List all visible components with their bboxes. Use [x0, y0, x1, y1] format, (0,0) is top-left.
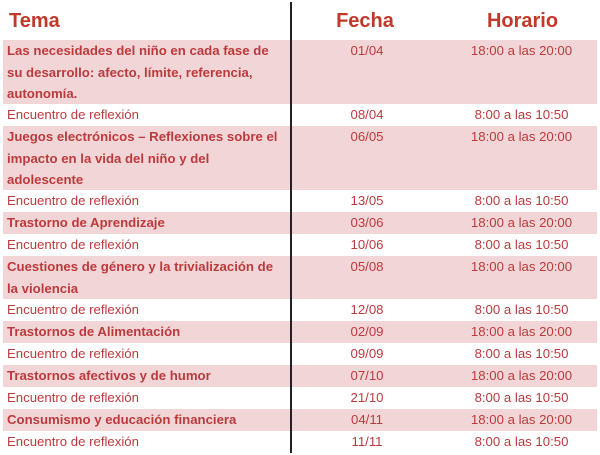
table-row	[3, 126, 597, 190]
tema-cell: Encuentro de reflexión	[7, 302, 139, 317]
fecha-cell: 10/06	[350, 237, 384, 252]
tema-cell: Trastorno de Aprendizaje	[7, 215, 165, 230]
fecha-cell: 05/08	[350, 259, 384, 274]
horario-cell: 18:00 a las 20:00	[470, 259, 573, 274]
fecha-cell: 08/04	[350, 107, 384, 122]
schedule-table	[3, 2, 597, 453]
tema-cell: Trastornos afectivos y de humor	[7, 368, 211, 383]
table-row	[3, 387, 597, 409]
horario-cell: 18:00 a las 20:00	[470, 43, 573, 58]
header-tema: Tema	[9, 10, 60, 32]
tema-cell: Encuentro de reflexión	[7, 193, 139, 208]
fecha-cell: 03/06	[350, 215, 384, 230]
horario-cell: 18:00 a las 20:00	[470, 215, 573, 230]
tema-cell: Encuentro de reflexión	[7, 107, 139, 122]
horario-cell: 18:00 a las 20:00	[470, 368, 573, 383]
table-row	[3, 104, 597, 126]
fecha-cell: 13/05	[350, 193, 384, 208]
horario-cell: 8:00 a las 10:50	[474, 107, 569, 122]
tema-cell: Consumismo y educación financiera	[7, 412, 237, 427]
fecha-cell: 02/09	[350, 324, 384, 339]
table-row	[3, 365, 597, 387]
table-row	[3, 321, 597, 343]
tema-cell: Encuentro de reflexión	[7, 237, 139, 252]
header-fecha: Fecha	[336, 10, 394, 32]
table-header	[3, 2, 597, 40]
fecha-cell: 09/09	[350, 346, 384, 361]
fecha-cell: 06/05	[350, 129, 384, 144]
table-row	[3, 212, 597, 234]
horario-cell: 8:00 a las 10:50	[474, 434, 569, 449]
fecha-cell: 04/11	[350, 412, 384, 427]
horario-cell: 8:00 a las 10:50	[474, 237, 569, 252]
horario-cell: 8:00 a las 10:50	[474, 193, 569, 208]
horario-cell: 18:00 a las 20:00	[470, 324, 573, 339]
fecha-cell: 12/08	[350, 302, 384, 317]
fecha-cell: 21/10	[350, 390, 384, 405]
tema-cell: Juegos electrónicos – Reflexiones sobre el impacto en la vida del niño y del adolescente	[7, 129, 278, 188]
table-row	[3, 256, 597, 299]
tema-cell: Encuentro de reflexión	[7, 434, 139, 449]
tema-cell: Las necesidades del niño en cada fase de su desarrollo: afecto, límite, referencia, autonomía.	[7, 43, 269, 102]
table-row	[3, 40, 597, 104]
fecha-cell: 01/04	[350, 43, 384, 58]
horario-cell: 18:00 a las 20:00	[470, 129, 573, 144]
table-row	[3, 299, 597, 321]
table-row	[3, 431, 597, 453]
tema-cell: Encuentro de reflexión	[7, 390, 139, 405]
tema-cell: Encuentro de reflexión	[7, 346, 139, 361]
table-row	[3, 343, 597, 365]
table-row	[3, 190, 597, 212]
horario-cell: 8:00 a las 10:50	[474, 302, 569, 317]
horario-cell: 18:00 a las 20:00	[470, 412, 573, 427]
header-horario: Horario	[486, 10, 559, 32]
horario-cell: 8:00 a las 10:50	[474, 346, 569, 361]
horario-cell: 8:00 a las 10:50	[474, 390, 569, 405]
tema-cell: Cuestiones de género y la trivialización de la violencia	[7, 259, 274, 296]
table-row	[3, 409, 597, 431]
fecha-cell: 11/11	[351, 434, 383, 449]
tema-cell: Trastornos de Alimentación	[7, 324, 181, 339]
table-row	[3, 234, 597, 256]
fecha-cell: 07/10	[350, 368, 384, 383]
